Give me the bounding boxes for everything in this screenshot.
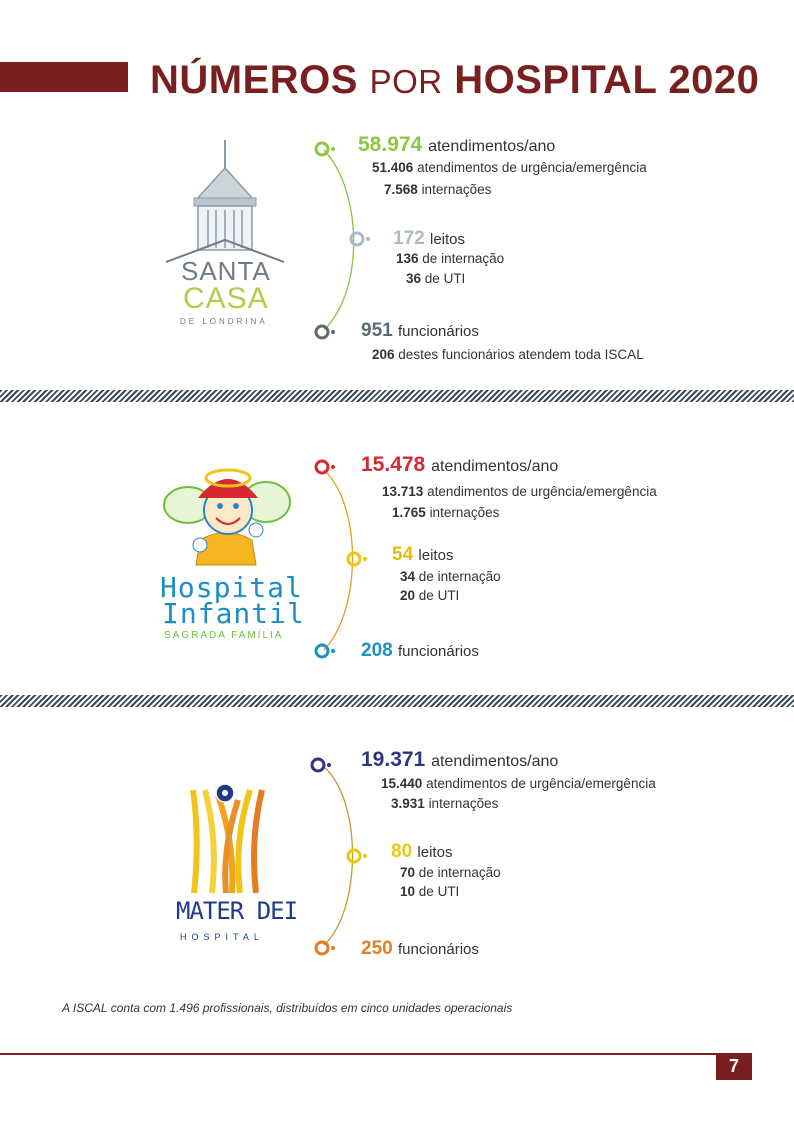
page-number: 7 bbox=[716, 1053, 752, 1080]
hospital-infantil-funcionarios: 208 funcionários bbox=[361, 640, 479, 661]
hospital-infantil-internacoes: 1.765 internações bbox=[392, 505, 500, 520]
page-title: NÚMEROS POR HOSPITAL 2020 bbox=[150, 58, 760, 102]
section-divider bbox=[0, 695, 794, 707]
santa-casa-funcionarios-extra: 206 destes funcionários atendem toda ISCAL bbox=[372, 347, 644, 362]
mater-dei-logo-line1: MATER DEI bbox=[176, 897, 298, 925]
santa-casa-funcionarios: 951 funcionários bbox=[361, 320, 479, 341]
hospital-infantil-logo-line2: Infantil bbox=[162, 597, 305, 630]
hospital-infantil-atendimentos: 15.478 atendimentos/ano bbox=[361, 453, 559, 476]
footnote: A ISCAL conta com 1.496 profissionais, distribuídos em cinco unidades operacionais bbox=[62, 1001, 513, 1015]
footer-rule bbox=[0, 1053, 752, 1055]
mater-dei-leitos-internacao: 70 de internação bbox=[400, 865, 501, 880]
santa-casa-logo-line1: SANTA bbox=[181, 256, 271, 286]
hospital-infantil-urgencia: 13.713 atendimentos de urgência/emergência bbox=[382, 484, 657, 499]
santa-casa-urgencia: 51.406 atendimentos de urgência/emergência bbox=[372, 160, 647, 175]
santa-casa-leitos-uti: 36 de UTI bbox=[406, 271, 466, 286]
title-accent-bar bbox=[0, 62, 128, 92]
hospital-infantil-logo-line1: Hospital bbox=[160, 571, 303, 604]
hospital-infantil-leitos-internacao: 34 de internação bbox=[400, 569, 501, 584]
santa-casa-logo-line2: CASA bbox=[183, 282, 269, 315]
timeline-dot-mid bbox=[351, 233, 363, 245]
mater-dei-funcionarios: 250 funcionários bbox=[361, 938, 479, 959]
santa-casa-logo-line3: DE LONDRINA bbox=[180, 317, 268, 326]
santa-casa-leitos-internacao: 136 de internação bbox=[396, 251, 505, 266]
timeline-dot-bottom bbox=[316, 326, 328, 338]
timeline-dot-top bbox=[316, 143, 328, 155]
mater-dei-atendimentos: 19.371 atendimentos/ano bbox=[361, 748, 559, 771]
hospital-infantil-logo-line3: SAGRADA FAMÍLIA bbox=[164, 630, 284, 641]
mater-dei-leitos-uti: 10 de UTI bbox=[400, 884, 460, 899]
hospital-infantil-leitos: 54 leitos bbox=[392, 544, 454, 565]
mater-dei-leitos: 80 leitos bbox=[391, 841, 453, 862]
mater-dei-urgencia: 15.440 atendimentos de urgência/emergência bbox=[381, 776, 656, 791]
santa-casa-internacoes: 7.568 internações bbox=[384, 182, 492, 197]
santa-casa-leitos: 172 leitos bbox=[393, 228, 466, 249]
section-divider bbox=[0, 390, 794, 402]
hospital-infantil-leitos-uti: 20 de UTI bbox=[400, 588, 460, 603]
santa-casa-atendimentos: 58.974 atendimentos/ano bbox=[358, 133, 556, 156]
mater-dei-logo-line2: HOSPITAL bbox=[180, 932, 264, 942]
mater-dei-internacoes: 3.931 internações bbox=[391, 796, 499, 811]
